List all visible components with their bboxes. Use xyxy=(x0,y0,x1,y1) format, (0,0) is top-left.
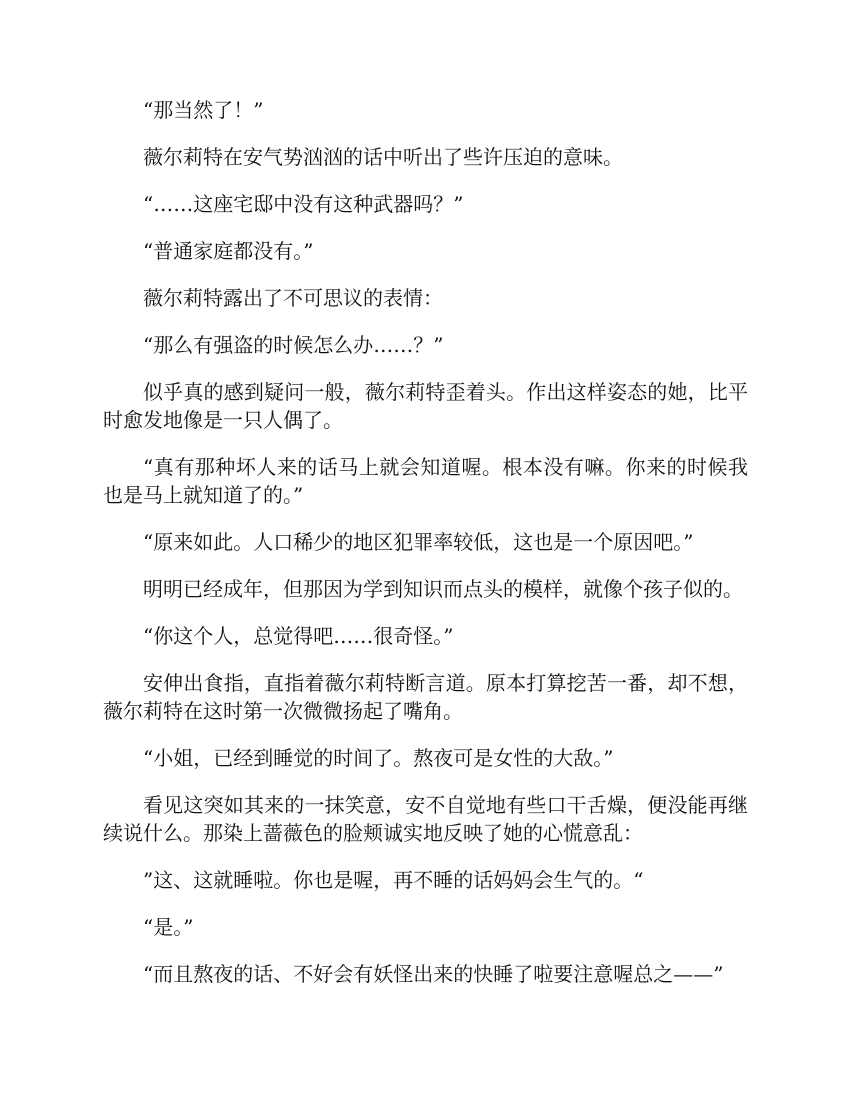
paragraph: “普通家庭都没有。” xyxy=(143,239,314,263)
paragraph: 似乎真的感到疑问一般，薇尔莉特歪着头。作出这样姿态的她，比平时愈发地像是一只人偶了。 xyxy=(103,380,748,432)
paragraph: “……这座宅邸中没有这种武器吗？” xyxy=(143,192,464,216)
document-body xyxy=(103,96,748,1007)
paragraph: 安伸出食指，直指着薇尔莉特断言道。原本打算挖苦一番，却不想，薇尔莉特在这时第一次微微扬起了嘴角。 xyxy=(103,671,748,723)
paragraph: “你这个人，总觉得吧……很奇怪。” xyxy=(143,624,454,648)
paragraph: “是。” xyxy=(143,915,194,939)
paragraph: ”这、这就睡啦。你也是喔，再不睡的话妈妈会生气的。“ xyxy=(143,868,644,892)
paragraph: “那当然了！” xyxy=(143,98,264,122)
paragraph: 看见这突如其来的一抹笑意，安不自觉地有些口干舌燥，便没能再继续说什么。那染上蔷薇色的脸颊诚实地反映了她的心慌意乱： xyxy=(103,793,748,845)
paragraph: “而且熬夜的话、不好会有妖怪出来的快睡了啦要注意喔总之——” xyxy=(143,962,724,986)
paragraph: 薇尔莉特在安气势汹汹的话中听出了些许压迫的意味。 xyxy=(143,145,623,169)
paragraph: “小姐，已经到睡觉的时间了。熬夜可是女性的大敌。” xyxy=(143,746,614,770)
paragraph: “原来如此。人口稀少的地区犯罪率较低，这也是一个原因吧。” xyxy=(143,530,694,554)
paragraph: 薇尔莉特露出了不可思议的表情： xyxy=(143,286,443,310)
paragraph: 明明已经成年，但那因为学到知识而点头的模样，就像个孩子似的。 xyxy=(143,577,743,601)
paragraph: “真有那种坏人来的话马上就会知道喔。根本没有嘛。你来的时候我也是马上就知道了的。” xyxy=(103,455,748,507)
paragraph: “那么有强盗的时候怎么办……？” xyxy=(143,333,444,357)
